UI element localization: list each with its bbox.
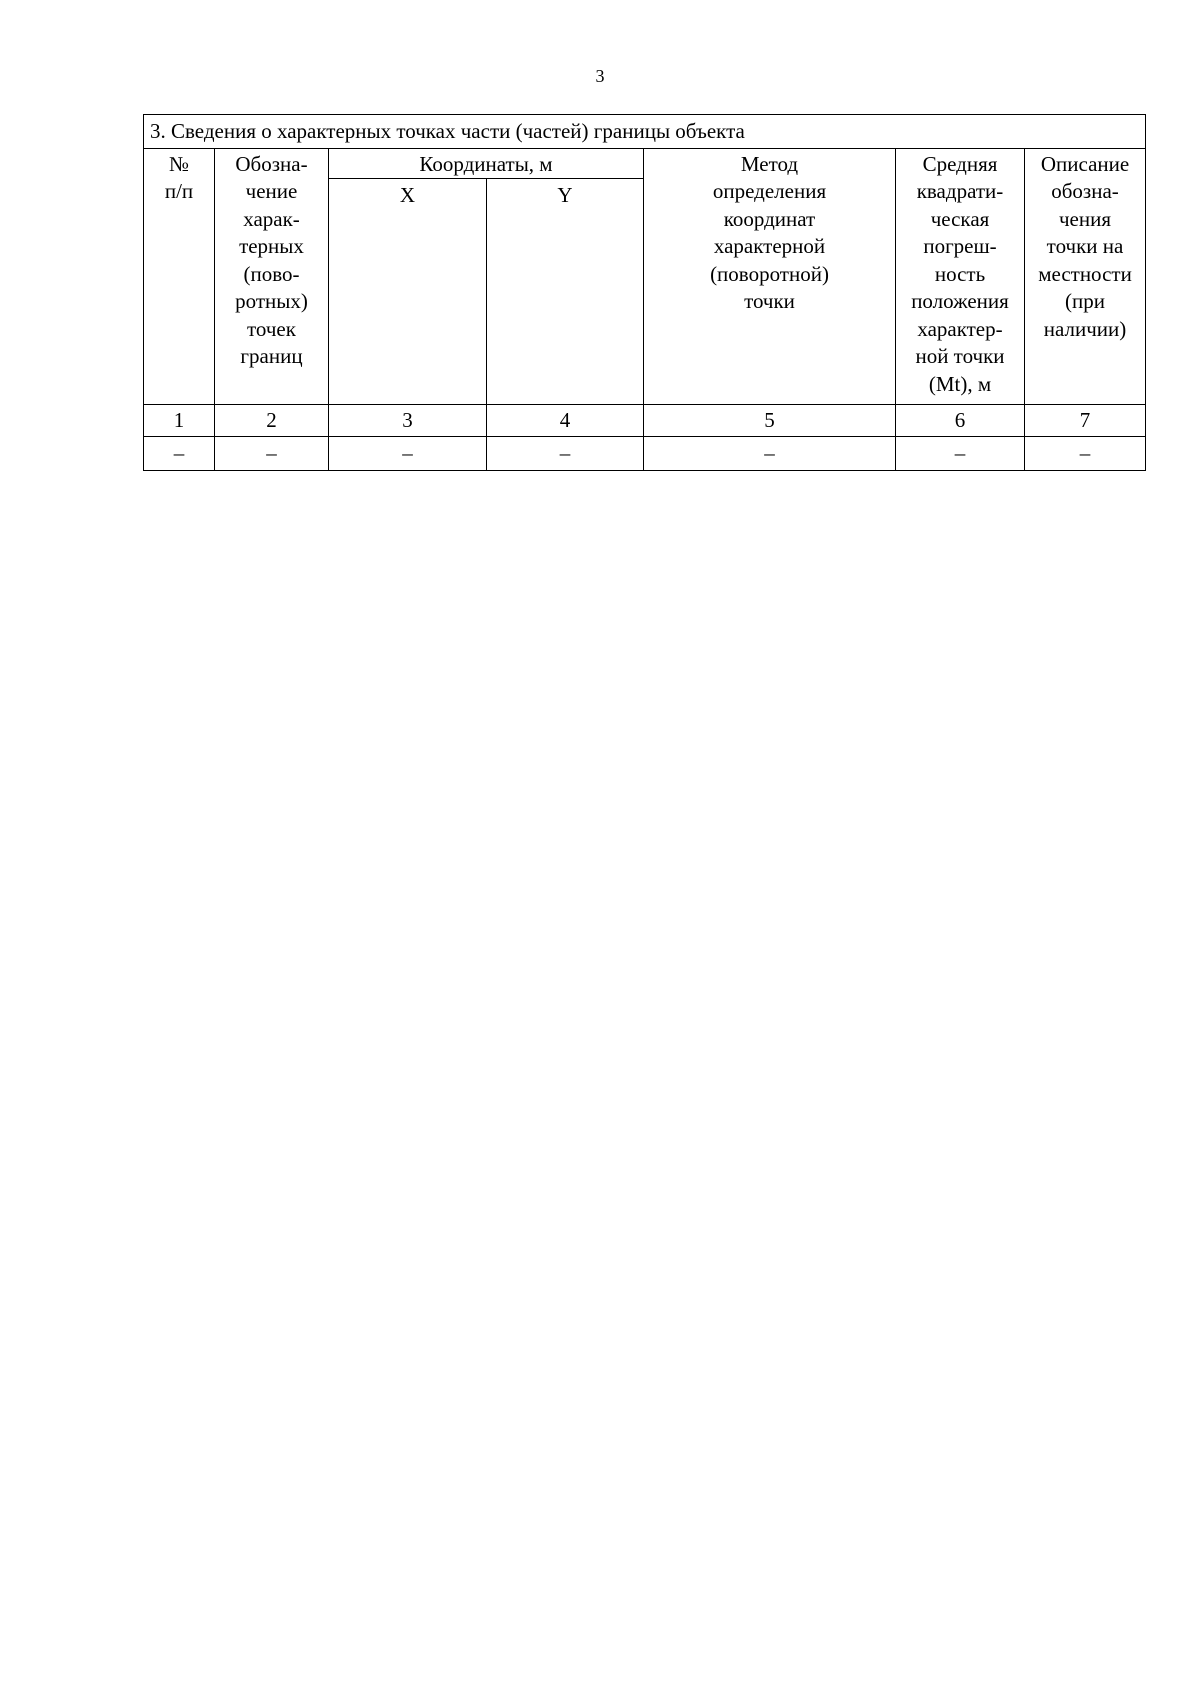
column-number: 3 [329,405,487,437]
column-number: 4 [487,405,644,437]
header-description: Описание обозна- чения точки на местности (при наличии) [1025,148,1146,405]
characteristic-points-table [143,114,1146,471]
header-coordinates: Координаты, м [329,148,644,179]
table-cell: – [144,437,215,471]
column-number: 6 [896,405,1025,437]
header-rmse: Средняя квадрати- ческая погреш- ность положения характер- ной точки (Mt), м [896,148,1025,405]
header-x: X [329,179,487,405]
table-cell: – [329,437,487,471]
column-number: 5 [644,405,896,437]
table-cell: – [487,437,644,471]
column-number-row [144,405,1146,437]
header-row [144,148,1146,179]
table-cell: – [1025,437,1146,471]
table-cell: – [644,437,896,471]
header-method: Метод определения координат характерной (поворотной) точки [644,148,896,405]
table-row [144,437,1146,471]
column-number: 7 [1025,405,1146,437]
header-designation: Обозна- чение харак- терных (пово- ротных) точек границ [215,148,329,405]
table-cell: – [896,437,1025,471]
table-cell: – [215,437,329,471]
table-title-row [144,115,1146,149]
header-num: № п/п [144,148,215,405]
column-number: 2 [215,405,329,437]
section-title: 3. Сведения о характерных точках части (частей) границы объекта [144,115,1146,149]
header-y: Y [487,179,644,405]
column-number: 1 [144,405,215,437]
page-number: 3 [595,66,605,86]
